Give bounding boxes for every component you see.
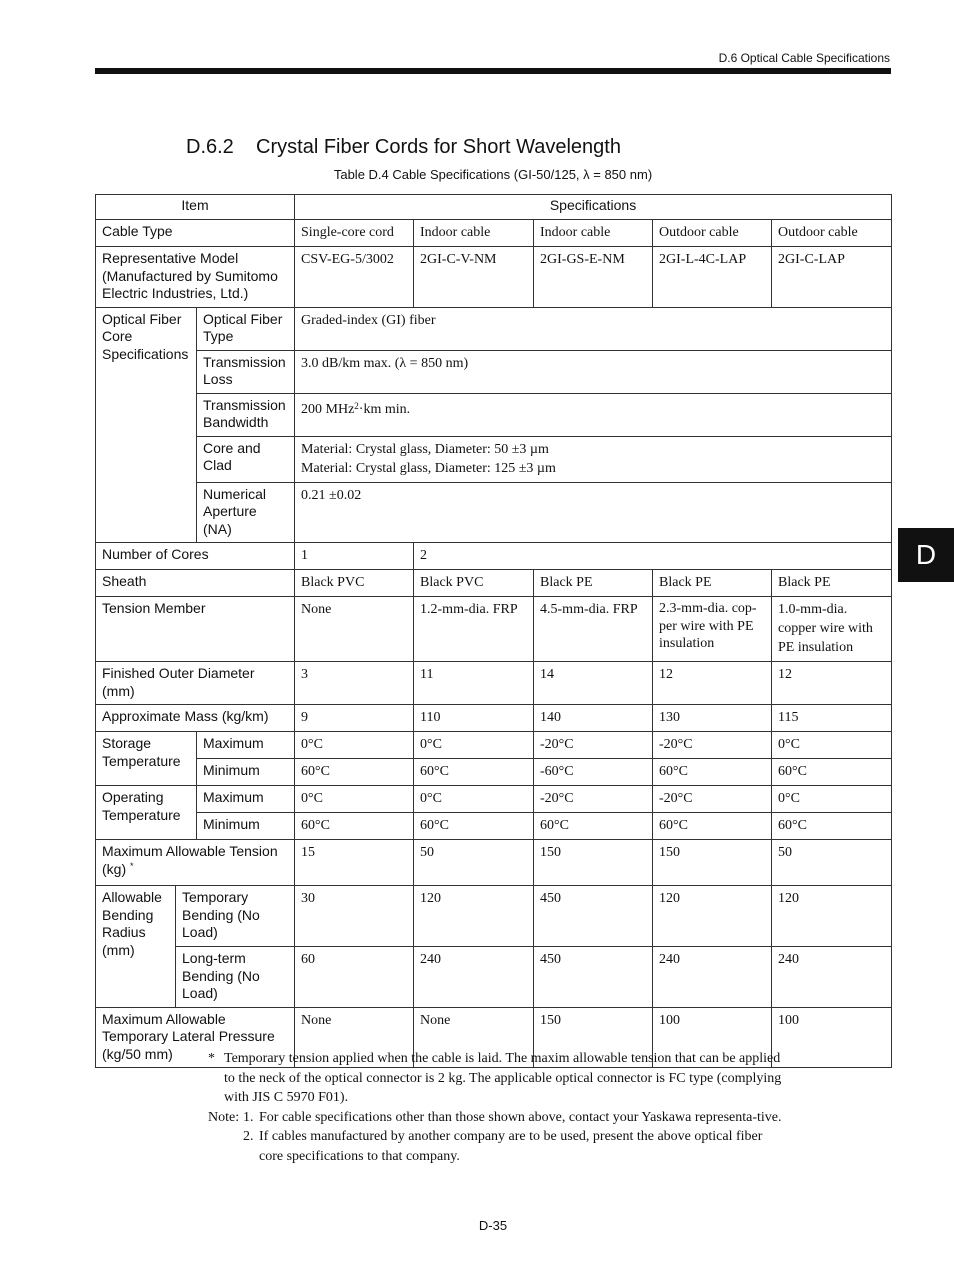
cable-spec-table bbox=[95, 194, 892, 1068]
table-header-row bbox=[96, 195, 892, 220]
note-item: Note: 1. For cable specifications other than those shown above, contact your Yaskawa representa-tive. bbox=[208, 1109, 782, 1125]
table-row: Long-term Bending (No Load) 60 240 450 240 240 bbox=[96, 947, 892, 1008]
table-row: Maximum Allowable Tension (kg) * 15 50 150 150 50 bbox=[96, 840, 892, 886]
table-row: Numerical Aperture (NA) 0.21 ±0.02 bbox=[96, 482, 892, 543]
table-row: Sheath Black PVC Black PVC Black PE Black PE Black PE bbox=[96, 570, 892, 597]
table-caption: Table D.4 Cable Specifications (GI-50/125, λ = 850 nm) bbox=[333, 167, 653, 182]
table-row: Operating Temperature Maximum 0°C 0°C -20°C -20°C 0°C bbox=[96, 786, 892, 813]
asterisk-note: * Temporary tension applied when the cable is laid. The maxim allowable tension that can be applied to the neck of the optical connector is 2 kg. The applicable optical connector is FC type (complying with JIS C 5970 F01). bbox=[208, 1051, 782, 1105]
table-row: Minimum 60°C 60°C 60°C 60°C 60°C bbox=[96, 813, 892, 840]
table-notes bbox=[208, 1049, 788, 1166]
table-row: Core and Clad Material: Crystal glass, Diameter: 50 ±3 µm Material: Crystal glass, Diameter: 125 ±3 µm bbox=[96, 436, 892, 482]
running-header: D.6 Optical Cable Specifications bbox=[718, 51, 890, 65]
table-row: Minimum 60°C 60°C -60°C 60°C 60°C bbox=[96, 759, 892, 786]
table-row: Number of Cores 1 2 bbox=[96, 543, 892, 570]
table-row: Approximate Mass (kg/km) 9 110 140 130 115 bbox=[96, 705, 892, 732]
header-specifications: Specifications bbox=[295, 195, 892, 220]
appendix-tab: D bbox=[898, 528, 954, 582]
table-row: Storage Temperature Maximum 0°C 0°C -20°C -20°C 0°C bbox=[96, 732, 892, 759]
note-item: 2. If cables manufactured by another company are to be used, present the above optical fiber core specifications to that company. bbox=[243, 1129, 763, 1164]
header-rule bbox=[95, 68, 891, 74]
table-row: Representative Model (Manufactured by Sumitomo Electric Industries, Ltd.) CSV-EG-5/3002 2GI-C-V-NM 2GI-GS-E-NM 2GI-L-4C-LAP 2GI-C-LAP bbox=[96, 247, 892, 308]
table-row: Maximum Allowable Temporary Lateral Pressure (kg/50 mm) None None 150 100 100 bbox=[96, 1007, 892, 1068]
table-row: Cable Type Single-core cord Indoor cable Indoor cable Outdoor cable Outdoor cable bbox=[96, 220, 892, 247]
table-row: Transmission Bandwidth 200 MHz$^2$·km min. bbox=[96, 393, 892, 436]
table-row: Finished Outer Diameter (mm) 3 11 14 12 12 bbox=[96, 662, 892, 705]
header-item: Item bbox=[96, 195, 295, 220]
table-row: Optical Fiber Core Specifications Optical Fiber Type Graded-index (GI) fiber bbox=[96, 307, 892, 350]
table-row: Transmission Loss 3.0 dB/km max. (λ = 850 nm) bbox=[96, 350, 892, 393]
table-row: Tension Member None 1.2-mm-dia. FRP 4.5-mm-dia. FRP 2.3-mm-dia. cop-per wire with PE insulation 1.0-mm-dia. copper wire with PE insulation bbox=[96, 597, 892, 662]
page-number: D-35 bbox=[478, 1218, 508, 1233]
table-row: Allowable Bending Radius (mm) Temporary Bending (No Load) 30 120 450 120 120 bbox=[96, 886, 892, 947]
section-title: D.6.2 Crystal Fiber Cords for Short Wavelength bbox=[186, 136, 621, 158]
core-spec-group-label: Optical Fiber Core Specifications bbox=[96, 307, 197, 543]
